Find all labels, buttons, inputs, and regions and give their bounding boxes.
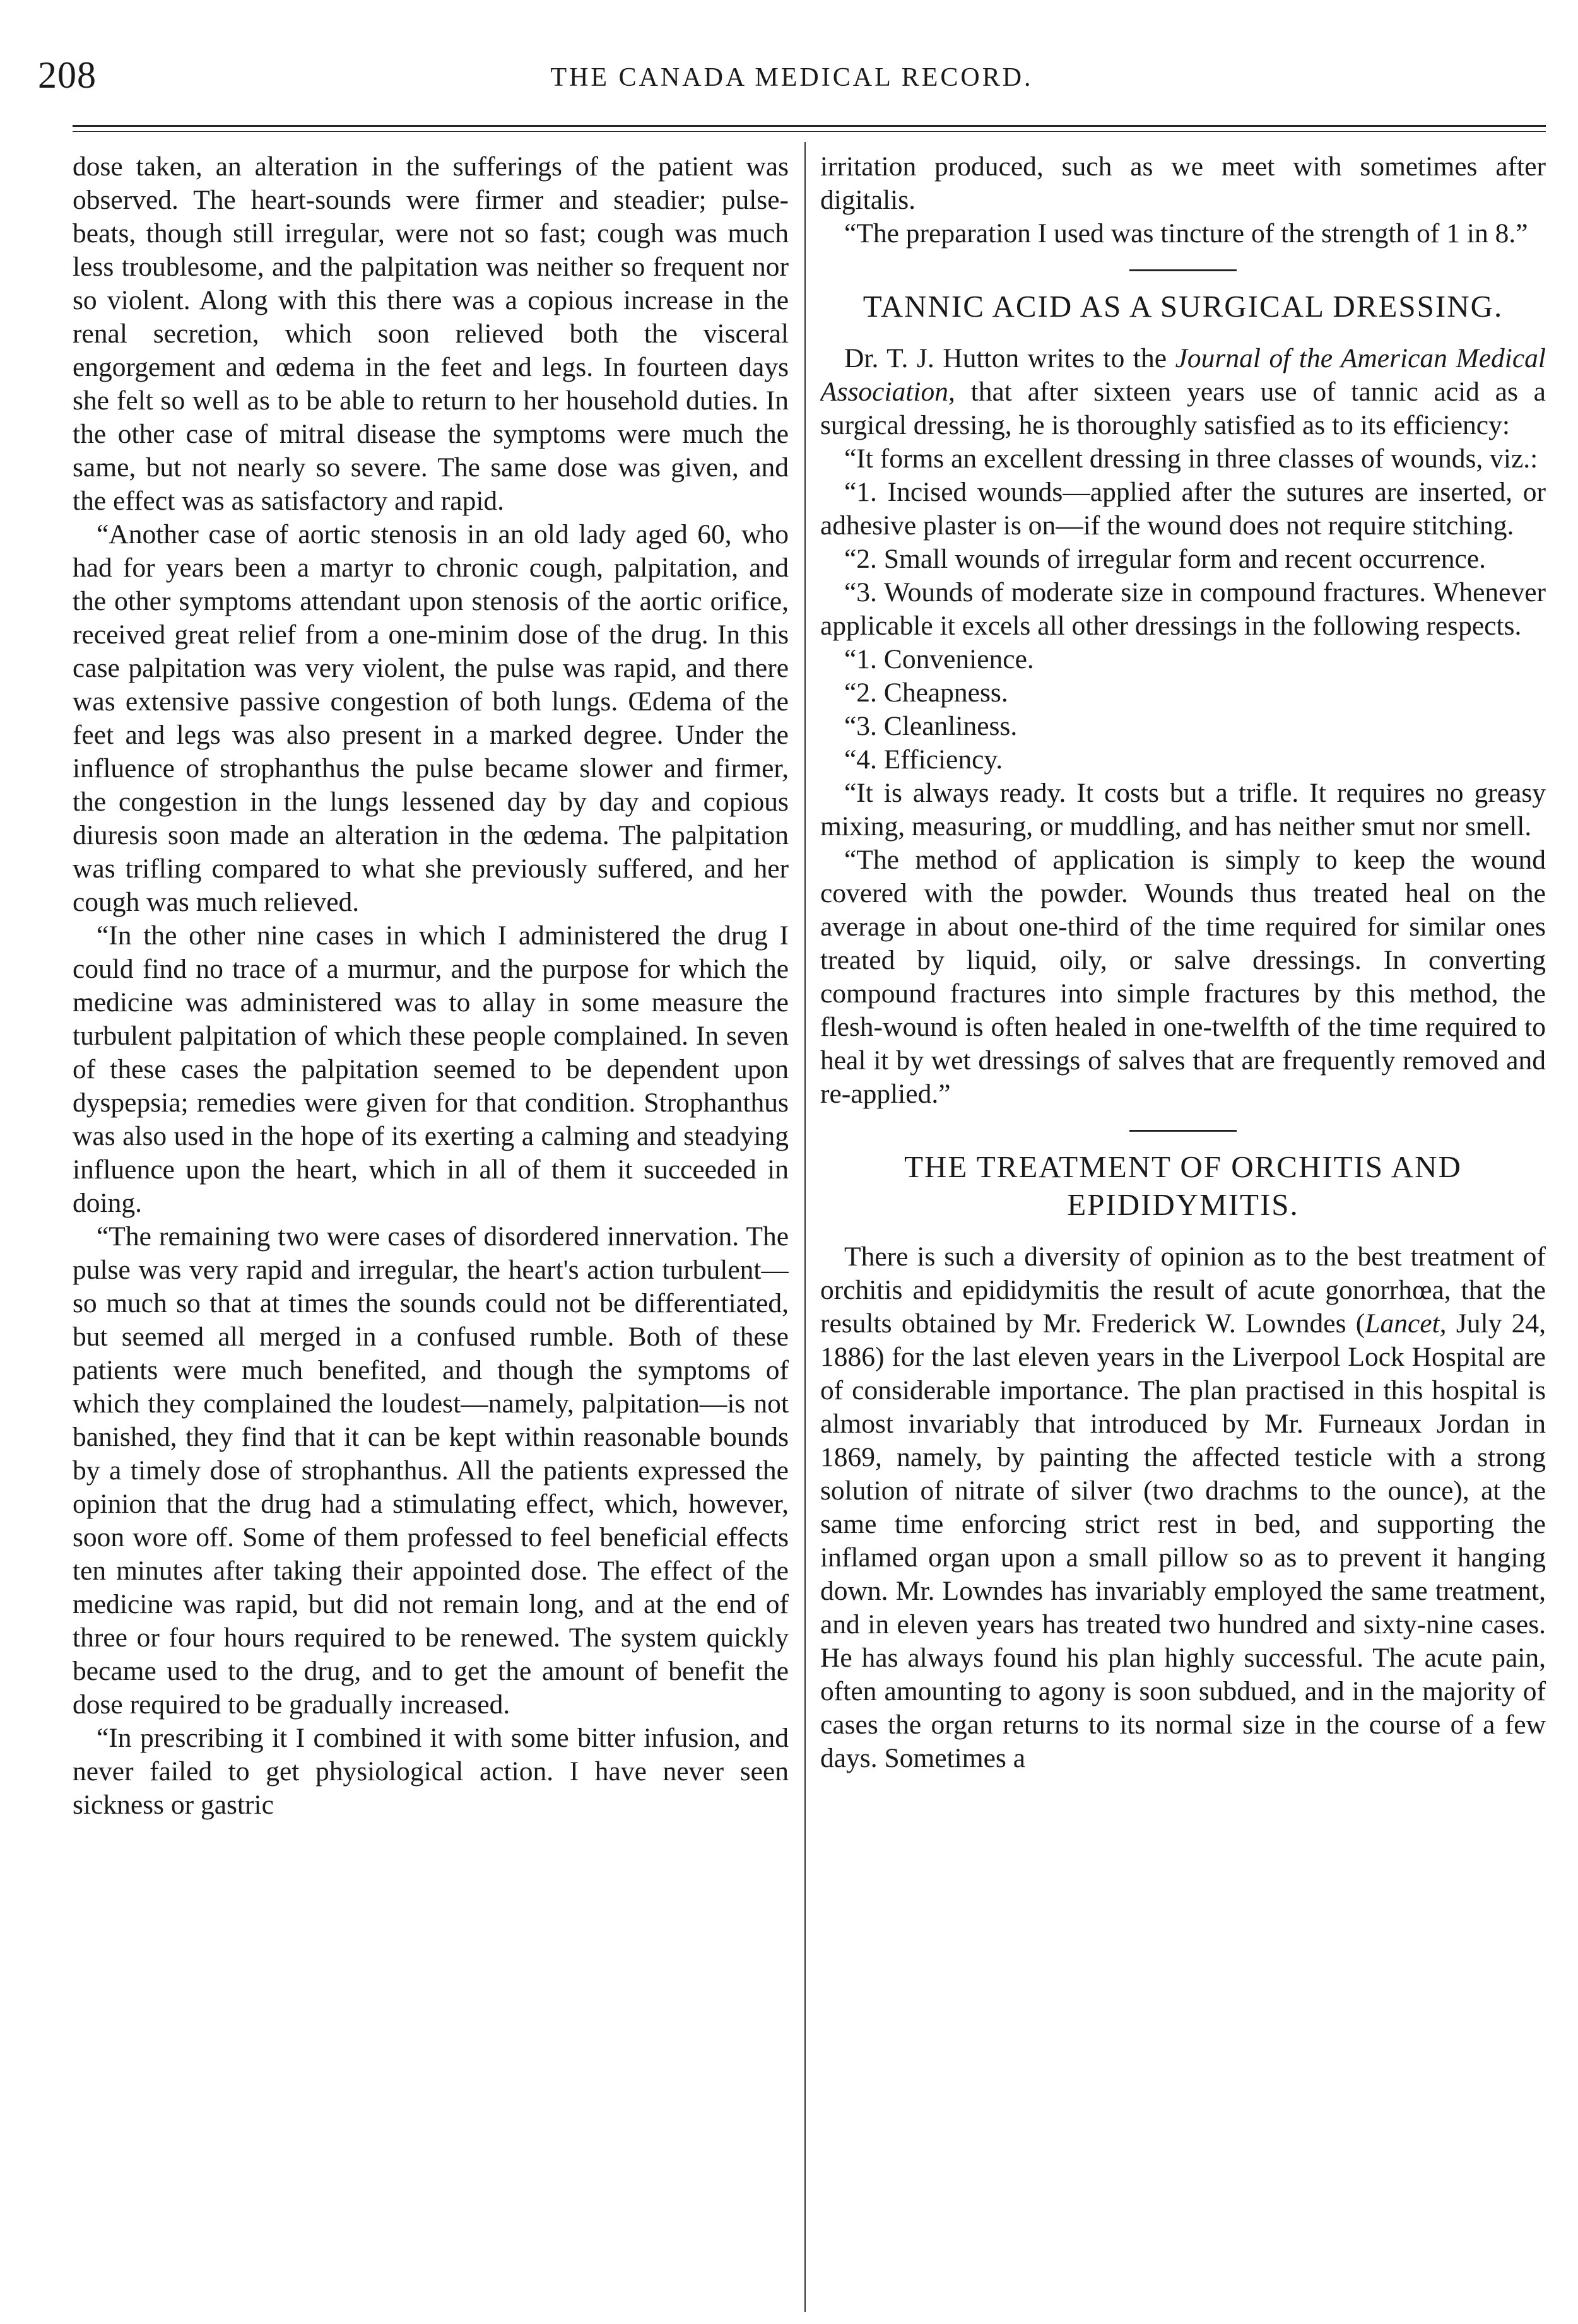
right-column xyxy=(820,150,1546,2308)
paragraph: “In prescribing it I combined it with some bitter infusion, and never failed to get physiological action. I have never seen sickness or gastric xyxy=(73,1723,789,1820)
journal-name: Journal of the American Medical Association, xyxy=(820,343,1546,407)
paragraph: “1. Incised wounds—applied after the sutures are inserted, or adhesive plaster is on—if the wound does not require stitching. xyxy=(820,477,1546,541)
paragraph: “It is always ready. It costs but a trifle. It requires no greasy mixing, measuring, or muddling, and has neither smut nor smell. xyxy=(820,778,1546,842)
paragraph: “The method of application is simply to keep the wound covered with the powder. Wounds thus treated heal on the average in about one-third of the time required for similar ones treated by liquid, oily, or salve dressings. In converting compound fractures into simple fractures by this method, the flesh-wound is often healed in one-twelfth of the time required to heal it by wet dressings of salves that are frequently removed and re-applied.” xyxy=(820,845,1546,1109)
citation-journal: Lancet, xyxy=(1365,1308,1447,1339)
paragraph: irritation produced, such as we meet with sometimes after digitalis. xyxy=(820,151,1546,215)
paragraph: dose taken, an alteration in the sufferings of the patient was observed. The heart-sounds were firmer and steadier; pulse-beats, though still irregular, were not so fast; cough was much less troublesome, and the palpitation was neither so frequent nor so violent. Along with this there was a copious increase in the renal secretion, which soon relieved both the visceral engorgement and œdema in the feet and legs. In fourteen days she felt so well as to be able to return to her household duties. In the other case of mitral disease the symptoms were much the same, but not nearly so severe. The same dose was given, and the effect was as satisfactory and rapid. xyxy=(73,151,789,516)
paragraph xyxy=(820,1240,1546,1775)
paragraph: “3. Wounds of moderate size in compound fractures. Whenever applicable it excels all other dressings in the following respects. xyxy=(820,577,1546,641)
header-rule-thin xyxy=(73,131,1546,132)
title-line: EPIDIDYMITIS. xyxy=(1067,1187,1299,1222)
list-item: “3. Cleanliness. xyxy=(844,711,1018,741)
list-item: “4. Efficiency. xyxy=(844,744,1003,775)
text-run: July 24, 1886) for the last eleven years in the Liverpool Lock Hospital are of considerable importance. The plan practised in this hospital is almost invariably that introduced by Mr. Furneaux Jordan in 1869, namely, by painting the affected testicle with a strong solution of nitrate of silver (two drachms to the ounce), at the same time enforcing strict rest in bed, and supporting the inflamed organ upon a small pillow so as to prevent it hanging down. Mr. Lowndes has invariably employed the same treatment, and in eleven years has treated two hundred and sixty-nine cases. He has always found his plan highly successful. The acute pain, often amounting to agony is soon subdued, and in the majority of cases the organ returns to its normal size in the course of a few days. Sometimes a xyxy=(820,1308,1546,1773)
paragraph: “2. Small wounds of irregular form and recent occurrence. xyxy=(844,544,1487,574)
intro-start: Dr. T. J. Hutton writes to the xyxy=(844,343,1175,373)
title-line: THE TREATMENT OF ORCHITIS AND xyxy=(904,1149,1462,1184)
article-title-tannic-acid: TANNIC ACID AS A SURGICAL DRESSING. xyxy=(863,289,1504,324)
left-column xyxy=(73,150,789,2308)
page-number: 208 xyxy=(38,54,97,96)
list-item: “1. Convenience. xyxy=(844,644,1034,674)
paragraph: “In the other nine cases in which I administered the drug I could find no trace of a murmur, and the purpose for which the medicine was administered was to allay in some measure the turbulent palpitation of which these people complained. In seven of these cases the palpitation seemed to be dependent upon dyspepsia; remedies were given for that condition. Strophanthus was also used in the hope of its exerting a calming and steadying influence upon the heart, which in all of them it succeeded in doing. xyxy=(73,920,789,1218)
article-title-orchitis xyxy=(820,1148,1546,1224)
header-rule xyxy=(73,125,1546,127)
running-title: THE CANADA MEDICAL RECORD. xyxy=(550,63,1033,92)
paragraph: “It forms an excellent dressing in three classes of wounds, viz.: xyxy=(844,443,1538,474)
text-run: There is such a diversity of opinion as to the best treatment of orchitis and epididymitis the result of acute gonorrhœa, that the results obtained by Mr. Frederick W. Lowndes ( xyxy=(820,1241,1546,1339)
section-separator xyxy=(1129,269,1237,271)
list-item: “2. Cheapness. xyxy=(844,678,1008,708)
column-divider xyxy=(804,142,806,2312)
page-header xyxy=(38,54,1546,110)
article-intro xyxy=(820,342,1546,442)
paragraph: “Another case of aortic stenosis in an old lady aged 60, who had for years been a martyr to chronic cough, palpitation, and the other symptoms attendant upon stenosis of the aortic orifice, received great relief from a one-minim dose of the drug. In this case palpitation was very violent, the pulse was rapid, and there was extensive passive congestion of both lungs. Œdema of the feet and legs was also present in a marked degree. Under the influence of strophanthus the pulse became slower and firmer, the congestion in the lungs lessened day by day and copious diuresis soon made an alteration in the œdema. The palpitation was trifling compared to what she previously suffered, and her cough was much relieved. xyxy=(73,519,789,917)
intro-end: that after sixteen years use of tannic acid as a surgical dressing, he is thoroughly satisfied as to its efficiency: xyxy=(820,377,1546,440)
paragraph: “The remaining two were cases of disordered innervation. The pulse was very rapid and irregular, the heart's action turbulent—so much so that at times the sounds could not be differentiated, but seemed all merged in a confused rumble. Both of these patients were much benefited, and though the symptoms of which they complained the loudest—namely, palpitation—is not banished, they find that it can be kept within reasonable bounds by a timely dose of strophanthus. All the patients expressed the opinion that the drug had a stimulating effect, which, however, soon wore off. Some of them professed to feel beneficial effects ten minutes after taking their appointed dose. The effect of the medicine was rapid, but did not remain long, and at the end of three or four hours required to be renewed. The system quickly became used to the drug, and to get the amount of benefit the dose required to be gradually increased. xyxy=(73,1221,789,1720)
section-separator xyxy=(1129,1130,1237,1132)
paragraph: “The preparation I used was tincture of the strength of 1 in 8.” xyxy=(844,218,1528,249)
